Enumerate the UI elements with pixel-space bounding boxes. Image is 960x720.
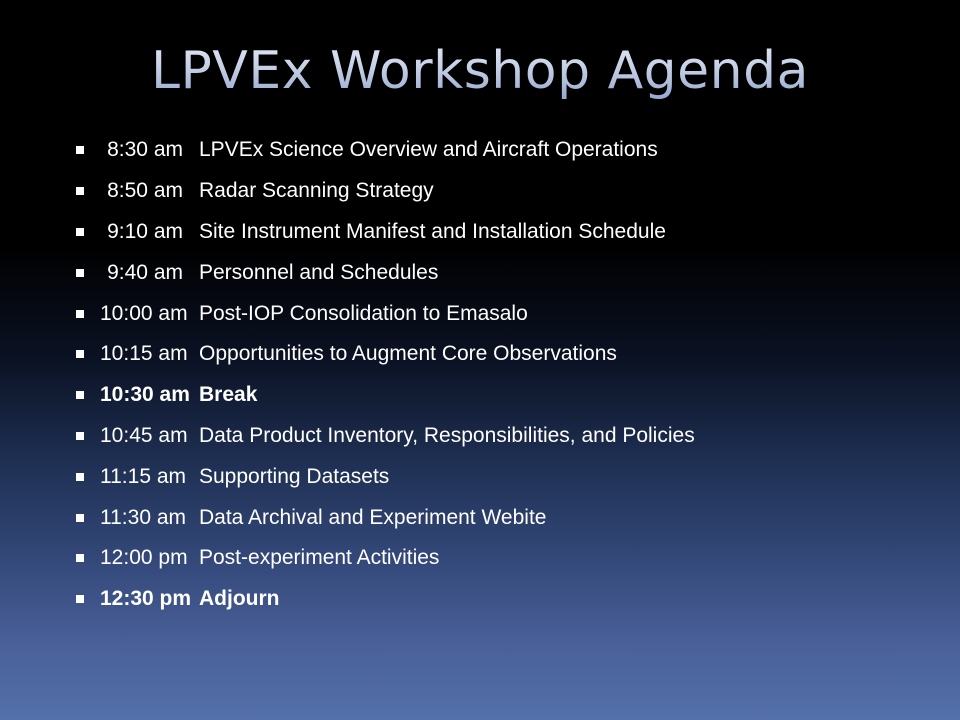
agenda-topic: Radar Scanning Strategy bbox=[199, 179, 434, 203]
agenda-time: 8:30 am bbox=[107, 138, 183, 162]
agenda-topic: Data Archival and Experiment Webite bbox=[199, 505, 547, 529]
agenda-item bbox=[76, 375, 936, 416]
agenda-time: 9:40 am bbox=[107, 260, 183, 284]
agenda-time: 10:45 am bbox=[100, 423, 188, 447]
agenda-list bbox=[76, 130, 936, 620]
square-bullet-icon bbox=[76, 310, 84, 318]
agenda-item bbox=[76, 538, 936, 579]
square-bullet-icon bbox=[76, 269, 84, 277]
agenda-item bbox=[76, 497, 936, 538]
agenda-item bbox=[76, 171, 936, 212]
square-bullet-icon bbox=[76, 187, 84, 195]
agenda-topic: Supporting Datasets bbox=[199, 464, 390, 488]
slide-title: LPVEx Workshop Agenda bbox=[0, 36, 960, 106]
square-bullet-icon bbox=[76, 554, 84, 562]
agenda-time: 11:30 am bbox=[100, 505, 186, 529]
agenda-time: 10:15 am bbox=[100, 342, 188, 366]
square-bullet-icon bbox=[76, 350, 84, 358]
agenda-item bbox=[76, 130, 936, 171]
agenda-topic: Break bbox=[199, 383, 258, 407]
agenda-topic: Data Product Inventory, Responsibilities, and Policies bbox=[199, 423, 695, 447]
square-bullet-icon bbox=[76, 473, 84, 481]
square-bullet-icon bbox=[76, 391, 84, 399]
agenda-time: 12:30 pm bbox=[100, 587, 192, 611]
agenda-topic: Post-experiment Activities bbox=[199, 546, 440, 570]
agenda-topic: Adjourn bbox=[199, 587, 280, 611]
agenda-time: 11:15 am bbox=[100, 464, 186, 488]
square-bullet-icon bbox=[76, 228, 84, 236]
square-bullet-icon bbox=[76, 146, 84, 154]
agenda-time: 10:30 am bbox=[100, 383, 190, 407]
agenda-topic: Site Instrument Manifest and Installation Schedule bbox=[199, 219, 666, 243]
agenda-item bbox=[76, 579, 936, 620]
agenda-topic: LPVEx Science Overview and Aircraft Operations bbox=[199, 138, 658, 162]
agenda-item bbox=[76, 252, 936, 293]
square-bullet-icon bbox=[76, 514, 84, 522]
agenda-time: 9:10 am bbox=[107, 219, 183, 243]
agenda-item bbox=[76, 416, 936, 457]
agenda-topic: Opportunities to Augment Core Observations bbox=[199, 342, 617, 366]
agenda-time: 10:00 am bbox=[100, 301, 188, 325]
agenda-item bbox=[76, 334, 936, 375]
square-bullet-icon bbox=[76, 595, 84, 603]
agenda-item bbox=[76, 212, 936, 253]
agenda-item bbox=[76, 456, 936, 497]
agenda-time: 12:00 pm bbox=[100, 546, 188, 570]
agenda-topic: Post-IOP Consolidation to Emasalo bbox=[199, 301, 528, 325]
agenda-topic: Personnel and Schedules bbox=[199, 260, 439, 284]
agenda-item bbox=[76, 293, 936, 334]
square-bullet-icon bbox=[76, 432, 84, 440]
agenda-time: 8:50 am bbox=[107, 179, 183, 203]
